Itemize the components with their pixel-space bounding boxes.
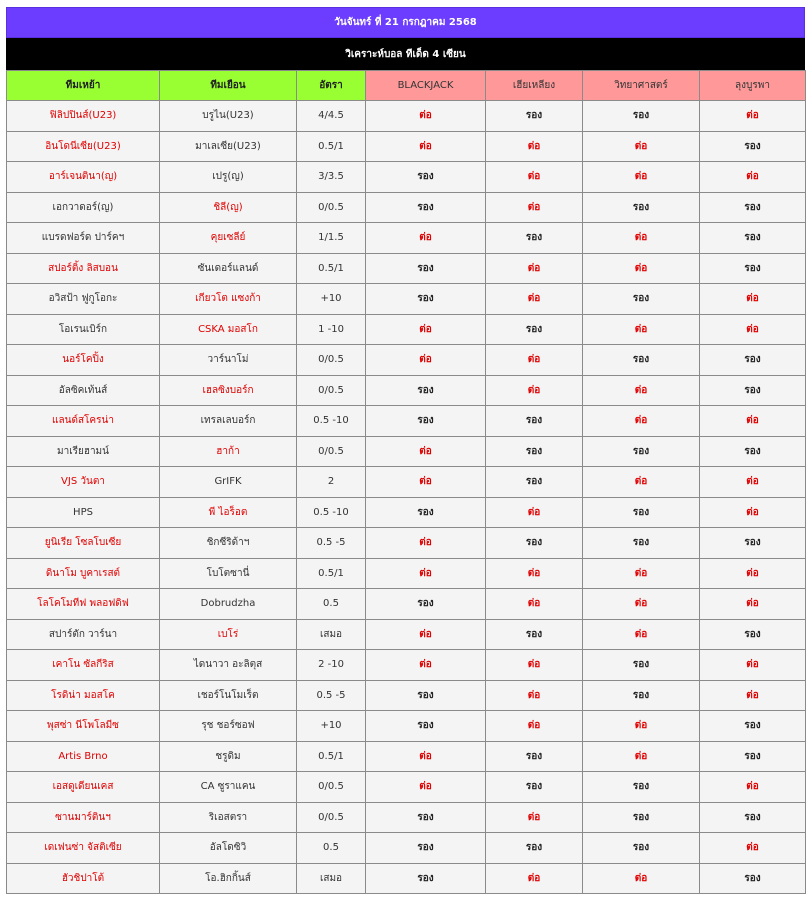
away-team-cell: อัลโดซิวิ — [160, 833, 297, 864]
witthayasat-pick-cell: ต่อ — [583, 314, 700, 345]
hia-liang-pick-cell: ต่อ — [486, 345, 583, 376]
hia-liang-pick-cell: ต่อ — [486, 375, 583, 406]
away-team-cell: โบโตซานี่ — [160, 558, 297, 589]
blackjack-pick-cell: ต่อ — [366, 436, 486, 467]
blackjack-pick-cell: รอง — [366, 284, 486, 315]
table-row — [7, 558, 806, 589]
witthayasat-pick-cell: รอง — [583, 284, 700, 315]
hia-liang-pick-cell: ต่อ — [486, 253, 583, 284]
blackjack-pick-cell: ต่อ — [366, 101, 486, 132]
hia-liang-pick-cell: รอง — [486, 833, 583, 864]
odds-cell: 2 -10 — [297, 650, 366, 681]
witthayasat-pick-cell: ต่อ — [583, 253, 700, 284]
odds-cell: 1/1.5 — [297, 223, 366, 254]
witthayasat-pick-cell: รอง — [583, 802, 700, 833]
away-team-cell: ซันเดอร์แลนด์ — [160, 253, 297, 284]
witthayasat-pick-cell: ต่อ — [583, 162, 700, 193]
header-blackjack: BLACKJACK — [366, 71, 486, 101]
witthayasat-pick-cell: รอง — [583, 772, 700, 803]
home-team-cell: โอเรนเบิร์ก — [7, 314, 160, 345]
home-team-cell: อวิสป้า ฟูกูโอกะ — [7, 284, 160, 315]
blackjack-pick-cell: รอง — [366, 375, 486, 406]
odds-cell: 0.5 -5 — [297, 680, 366, 711]
away-team-cell: เฮลซิงบอร์ก — [160, 375, 297, 406]
away-team-cell: GrIFK — [160, 467, 297, 498]
odds-cell: 3/3.5 — [297, 162, 366, 193]
odds-cell: 0.5/1 — [297, 131, 366, 162]
hia-liang-pick-cell: ต่อ — [486, 497, 583, 528]
home-team-cell: ฟิลิปปินส์(U23) — [7, 101, 160, 132]
home-team-cell: โรดิน่า มอสโค — [7, 680, 160, 711]
header-hia-liang: เฮียเหลียง — [486, 71, 583, 101]
home-team-cell: แบรดฟอร์ด ปาร์คฯ — [7, 223, 160, 254]
away-team-cell: ฮาก้า — [160, 436, 297, 467]
table-body — [7, 101, 806, 894]
blackjack-pick-cell: ต่อ — [366, 131, 486, 162]
table-row — [7, 741, 806, 772]
hia-liang-pick-cell: ต่อ — [486, 558, 583, 589]
table-row — [7, 284, 806, 315]
table-row — [7, 650, 806, 681]
away-team-cell: รุช ชอร์ซอฟ — [160, 711, 297, 742]
table-row — [7, 314, 806, 345]
lung-burapha-pick-cell: รอง — [700, 436, 806, 467]
home-team-cell: เอกวาดอร์(ญ) — [7, 192, 160, 223]
hia-liang-pick-cell: ต่อ — [486, 802, 583, 833]
lung-burapha-pick-cell: ต่อ — [700, 284, 806, 315]
away-team-cell: Dobrudzha — [160, 589, 297, 620]
lung-burapha-pick-cell: รอง — [700, 741, 806, 772]
odds-cell: 0.5/1 — [297, 253, 366, 284]
odds-cell: 2 — [297, 467, 366, 498]
hia-liang-pick-cell: รอง — [486, 101, 583, 132]
away-team-cell: มาเลเซีย(U23) — [160, 131, 297, 162]
table-row — [7, 772, 806, 803]
lung-burapha-pick-cell: ต่อ — [700, 162, 806, 193]
hia-liang-pick-cell: ต่อ — [486, 284, 583, 315]
odds-cell: เสมอ — [297, 863, 366, 894]
odds-cell: +10 — [297, 284, 366, 315]
hia-liang-pick-cell: ต่อ — [486, 711, 583, 742]
home-team-cell: ดินาโม บูคาเรสต์ — [7, 558, 160, 589]
table-row — [7, 223, 806, 254]
blackjack-pick-cell: รอง — [366, 406, 486, 437]
odds-cell: +10 — [297, 711, 366, 742]
table-row — [7, 131, 806, 162]
table-row — [7, 406, 806, 437]
away-team-cell: CSKA มอสโก — [160, 314, 297, 345]
hia-liang-pick-cell: รอง — [486, 314, 583, 345]
lung-burapha-pick-cell: ต่อ — [700, 650, 806, 681]
hia-liang-pick-cell: ต่อ — [486, 192, 583, 223]
lung-burapha-pick-cell: รอง — [700, 711, 806, 742]
home-team-cell: นอร์โคปิ้ง — [7, 345, 160, 376]
blackjack-pick-cell: ต่อ — [366, 528, 486, 559]
away-team-cell: ชิกซีริด้าฯ — [160, 528, 297, 559]
home-team-cell: อาร์เจนตินา(ญ) — [7, 162, 160, 193]
table-row — [7, 528, 806, 559]
blackjack-pick-cell: รอง — [366, 162, 486, 193]
header-away-team: ทีมเยือน — [160, 71, 297, 101]
odds-cell: 0.5 — [297, 833, 366, 864]
witthayasat-pick-cell: ต่อ — [583, 223, 700, 254]
witthayasat-pick-cell: รอง — [583, 528, 700, 559]
witthayasat-pick-cell: ต่อ — [583, 375, 700, 406]
table-row — [7, 802, 806, 833]
blackjack-pick-cell: ต่อ — [366, 467, 486, 498]
hia-liang-pick-cell: รอง — [486, 223, 583, 254]
odds-cell: 0.5 -10 — [297, 497, 366, 528]
odds-cell: 4/4.5 — [297, 101, 366, 132]
away-team-cell: พี ไอร็อต — [160, 497, 297, 528]
home-team-cell: แลนด์สโครน่า — [7, 406, 160, 437]
witthayasat-pick-cell: ต่อ — [583, 558, 700, 589]
home-team-cell: อินโดนีเซีย(U23) — [7, 131, 160, 162]
table-row — [7, 162, 806, 193]
away-team-cell: บรูไน(U23) — [160, 101, 297, 132]
witthayasat-pick-cell: ต่อ — [583, 863, 700, 894]
home-team-cell: VJS วันตา — [7, 467, 160, 498]
blackjack-pick-cell: รอง — [366, 863, 486, 894]
lung-burapha-pick-cell: รอง — [700, 345, 806, 376]
odds-cell: 0/0.5 — [297, 192, 366, 223]
blackjack-pick-cell: รอง — [366, 680, 486, 711]
odds-cell: เสมอ — [297, 619, 366, 650]
away-team-cell: CA ซูราแคน — [160, 772, 297, 803]
home-team-cell: เคาโน ซัลกีริส — [7, 650, 160, 681]
witthayasat-pick-cell: ต่อ — [583, 406, 700, 437]
hia-liang-pick-cell: รอง — [486, 772, 583, 803]
odds-cell: 0.5 -5 — [297, 528, 366, 559]
witthayasat-pick-cell: รอง — [583, 436, 700, 467]
witthayasat-pick-cell: ต่อ — [583, 741, 700, 772]
home-team-cell: สปาร์ตัก วาร์นา — [7, 619, 160, 650]
blackjack-pick-cell: ต่อ — [366, 772, 486, 803]
blackjack-pick-cell: รอง — [366, 253, 486, 284]
hia-liang-pick-cell: รอง — [486, 467, 583, 498]
subtitle-bar — [6, 38, 805, 70]
hia-liang-pick-cell: ต่อ — [486, 650, 583, 681]
away-team-cell: โอ.ฮิกกิ้นส์ — [160, 863, 297, 894]
witthayasat-pick-cell: รอง — [583, 680, 700, 711]
blackjack-pick-cell: ต่อ — [366, 345, 486, 376]
home-team-cell: เอสดูเดียนเคส — [7, 772, 160, 803]
home-team-cell: มาเรียฮามน์ — [7, 436, 160, 467]
away-team-cell: วาร์นาโม่ — [160, 345, 297, 376]
header-home-team: ทีมเหย้า — [7, 71, 160, 101]
hia-liang-pick-cell: ต่อ — [486, 863, 583, 894]
hia-liang-pick-cell: ต่อ — [486, 680, 583, 711]
table-row — [7, 619, 806, 650]
hia-liang-pick-cell: รอง — [486, 619, 583, 650]
lung-burapha-pick-cell: ต่อ — [700, 558, 806, 589]
lung-burapha-pick-cell: ต่อ — [700, 406, 806, 437]
home-team-cell: อัลซิคเท้นส์ — [7, 375, 160, 406]
witthayasat-pick-cell: ต่อ — [583, 131, 700, 162]
lung-burapha-pick-cell: ต่อ — [700, 833, 806, 864]
analysis-container — [6, 7, 805, 894]
lung-burapha-pick-cell: ต่อ — [700, 467, 806, 498]
witthayasat-pick-cell: รอง — [583, 833, 700, 864]
date-title: วันจันทร์ ที่ 21 กรกฎาคม 2568 — [334, 17, 477, 28]
blackjack-pick-cell: รอง — [366, 802, 486, 833]
table-row — [7, 192, 806, 223]
hia-liang-pick-cell: ต่อ — [486, 131, 583, 162]
date-title-bar — [6, 7, 805, 38]
table-row — [7, 863, 806, 894]
lung-burapha-pick-cell: รอง — [700, 375, 806, 406]
witthayasat-pick-cell: รอง — [583, 101, 700, 132]
lung-burapha-pick-cell: รอง — [700, 223, 806, 254]
witthayasat-pick-cell: รอง — [583, 192, 700, 223]
lung-burapha-pick-cell: ต่อ — [700, 680, 806, 711]
odds-cell: 0.5/1 — [297, 741, 366, 772]
home-team-cell: Artis Brno — [7, 741, 160, 772]
hia-liang-pick-cell: รอง — [486, 436, 583, 467]
home-team-cell: พุสซ่า นีโพโลมีซ — [7, 711, 160, 742]
hia-liang-pick-cell: ต่อ — [486, 589, 583, 620]
blackjack-pick-cell: ต่อ — [366, 558, 486, 589]
subtitle: วิเคราะห์บอล ทีเด็ด 4 เซียน — [345, 48, 466, 60]
tips-table — [6, 70, 806, 894]
odds-cell: 0.5 — [297, 589, 366, 620]
away-team-cell: เชอร์โนโมเร็ต — [160, 680, 297, 711]
lung-burapha-pick-cell: รอง — [700, 253, 806, 284]
table-row — [7, 833, 806, 864]
lung-burapha-pick-cell: ต่อ — [700, 497, 806, 528]
hia-liang-pick-cell: ต่อ — [486, 162, 583, 193]
witthayasat-pick-cell: รอง — [583, 497, 700, 528]
home-team-cell: สปอร์ติ้ง ลิสบอน — [7, 253, 160, 284]
witthayasat-pick-cell: ต่อ — [583, 467, 700, 498]
blackjack-pick-cell: ต่อ — [366, 741, 486, 772]
table-row — [7, 680, 806, 711]
blackjack-pick-cell: รอง — [366, 711, 486, 742]
blackjack-pick-cell: รอง — [366, 833, 486, 864]
home-team-cell: โลโคโมทีฟ พลอฟดิฟ — [7, 589, 160, 620]
hia-liang-pick-cell: รอง — [486, 741, 583, 772]
odds-cell: 0/0.5 — [297, 345, 366, 376]
lung-burapha-pick-cell: รอง — [700, 192, 806, 223]
hia-liang-pick-cell: รอง — [486, 406, 583, 437]
lung-burapha-pick-cell: รอง — [700, 131, 806, 162]
blackjack-pick-cell: ต่อ — [366, 619, 486, 650]
table-row — [7, 436, 806, 467]
table-row — [7, 345, 806, 376]
header-odds: อัตรา — [297, 71, 366, 101]
table-row — [7, 467, 806, 498]
hia-liang-pick-cell: รอง — [486, 528, 583, 559]
lung-burapha-pick-cell: ต่อ — [700, 772, 806, 803]
home-team-cell: HPS — [7, 497, 160, 528]
blackjack-pick-cell: รอง — [366, 192, 486, 223]
lung-burapha-pick-cell: รอง — [700, 619, 806, 650]
witthayasat-pick-cell: รอง — [583, 650, 700, 681]
odds-cell: 1 -10 — [297, 314, 366, 345]
witthayasat-pick-cell: ต่อ — [583, 589, 700, 620]
away-team-cell: เปรู(ญ) — [160, 162, 297, 193]
lung-burapha-pick-cell: รอง — [700, 528, 806, 559]
blackjack-pick-cell: รอง — [366, 497, 486, 528]
away-team-cell: ชิลี(ญ) — [160, 192, 297, 223]
blackjack-pick-cell: รอง — [366, 589, 486, 620]
header-lung-burapha: ลุงบูรพา — [700, 71, 806, 101]
home-team-cell: ซานมาร์ตินฯ — [7, 802, 160, 833]
away-team-cell: คุยเซลีย์ — [160, 223, 297, 254]
blackjack-pick-cell: ต่อ — [366, 314, 486, 345]
lung-burapha-pick-cell: ต่อ — [700, 589, 806, 620]
lung-burapha-pick-cell: ต่อ — [700, 314, 806, 345]
table-row — [7, 589, 806, 620]
witthayasat-pick-cell: ต่อ — [583, 711, 700, 742]
odds-cell: 0.5 -10 — [297, 406, 366, 437]
witthayasat-pick-cell: ต่อ — [583, 619, 700, 650]
blackjack-pick-cell: ต่อ — [366, 223, 486, 254]
table-header-row — [7, 71, 806, 101]
table-row — [7, 497, 806, 528]
home-team-cell: เดเฟนซ่า จัสติเซีย — [7, 833, 160, 864]
odds-cell: 0/0.5 — [297, 436, 366, 467]
away-team-cell: เบโร่ — [160, 619, 297, 650]
away-team-cell: ริเอสตรา — [160, 802, 297, 833]
blackjack-pick-cell: ต่อ — [366, 650, 486, 681]
away-team-cell: เทรลเลบอร์ก — [160, 406, 297, 437]
away-team-cell: ไดนาวา อะลิตุส — [160, 650, 297, 681]
header-witthayasat: วิทยาศาสตร์ — [583, 71, 700, 101]
home-team-cell: ยูนิเรีย โซลโบเซีย — [7, 528, 160, 559]
table-row — [7, 253, 806, 284]
lung-burapha-pick-cell: รอง — [700, 802, 806, 833]
lung-burapha-pick-cell: รอง — [700, 863, 806, 894]
table-row — [7, 375, 806, 406]
away-team-cell: เกียวโต แซงก้า — [160, 284, 297, 315]
witthayasat-pick-cell: รอง — [583, 345, 700, 376]
lung-burapha-pick-cell: ต่อ — [700, 101, 806, 132]
home-team-cell: ฮัวชิปาโต้ — [7, 863, 160, 894]
odds-cell: 0/0.5 — [297, 772, 366, 803]
odds-cell: 0/0.5 — [297, 802, 366, 833]
odds-cell: 0.5/1 — [297, 558, 366, 589]
table-row — [7, 711, 806, 742]
odds-cell: 0/0.5 — [297, 375, 366, 406]
table-row — [7, 101, 806, 132]
away-team-cell: ชรูดิม — [160, 741, 297, 772]
